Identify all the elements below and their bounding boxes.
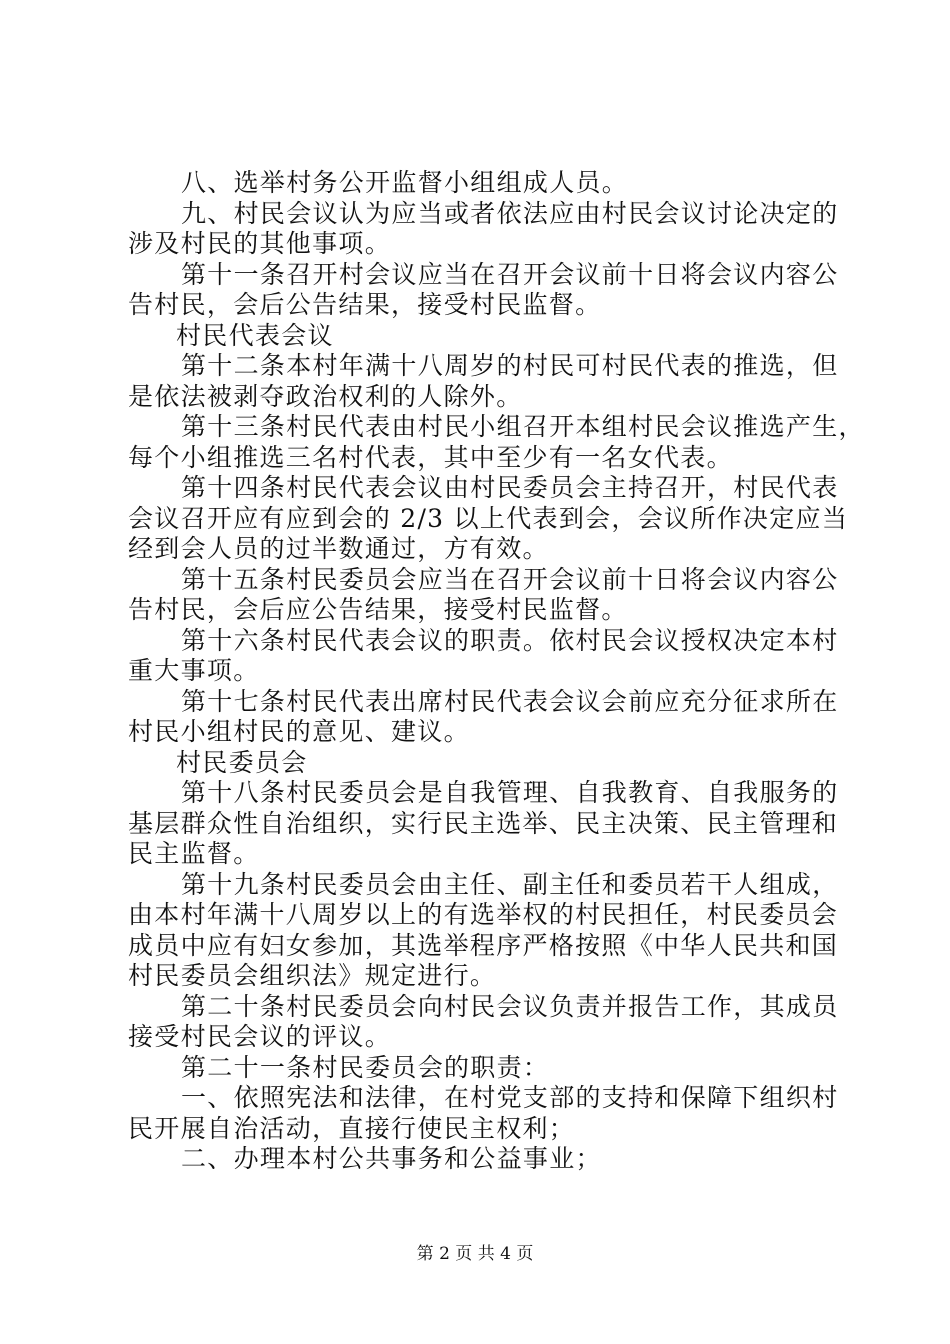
text-line: 重大事项。: [128, 656, 260, 685]
text-line: 第十九条村民委员会由主任、副主任和委员若干人组成，: [181, 869, 839, 899]
text-line: 告村民，会后应公告结果，接受村民监督。: [128, 595, 628, 624]
text-line: 九、村民会议认为应当或者依法应由村民会议讨论决定的: [181, 198, 839, 228]
text-line: 告村民，会后公告结果，接受村民监督。: [128, 290, 602, 319]
section-heading: 村民委员会: [176, 747, 308, 777]
text-line: 第十三条村民代表由村民小组召开本组村民会议推选产生，: [181, 412, 865, 441]
text-line: 第二十一条村民委员会的职责：: [181, 1052, 550, 1082]
text-line: 第十一条召开村会议应当在召开会议前十日将会议内容公: [181, 259, 839, 289]
text-line: 民主监督。: [128, 839, 260, 868]
text-line: 每个小组推选三名村代表，其中至少有一名女代表。: [128, 442, 733, 472]
text-line: 成员中应有妇女参加，其选举程序严格按照《中华人民共和国: [128, 930, 839, 960]
text-line: 经到会人员的过半数通过，方有效。: [128, 534, 549, 563]
text-line: 涉及村民的其他事项。: [128, 229, 392, 258]
text-line: 民开展自治活动，直接行使民主权利；: [128, 1113, 576, 1143]
text-line: 基层群众性自治组织，实行民主选举、民主决策、民主管理和: [128, 808, 839, 838]
text-line: 第十五条村民委员会应当在召开会议前十日将会议内容公: [181, 564, 839, 594]
text-line: 第十六条村民代表会议的职责。依村民会议授权决定本村: [181, 625, 839, 655]
text-line: 第十四条村民代表会议由村民委员会主持召开，村民代表: [181, 473, 839, 502]
text-line: 一、依照宪法和法律，在村党支部的支持和保障下组织村: [181, 1083, 839, 1112]
text-line: 村民委员会组织法》规定进行。: [128, 961, 497, 990]
text-line: 第十二条本村年满十八周岁的村民可村民代表的推选，但: [181, 351, 839, 380]
text-line: 二、办理本村公共事务和公益事业；: [181, 1144, 602, 1173]
document-body: [128, 168, 865, 1175]
text-line: 是依法被剥夺政治权利的人除外。: [128, 381, 523, 411]
text-line: 由本村年满十八周岁以上的有选举权的村民担任，村民委员会: [128, 900, 839, 929]
text-line: 八、选举村务公开监督小组组成人员。: [181, 168, 629, 197]
text-line: 第二十条村民委员会向村民会议负责并报告工作，其成员: [181, 991, 839, 1021]
section-heading: 村民代表会议: [176, 320, 334, 350]
text-line: 接受村民会议的评议。: [128, 1022, 392, 1051]
text-line: 第十七条村民代表出席村民代表会议会前应充分征求所在: [181, 686, 839, 716]
page-footer: 第 2 页 共 4 页: [416, 1244, 534, 1264]
text-line: 村民小组村民的意见、建议。: [128, 717, 470, 746]
text-line: 会议召开应有应到会的 2/3 以上代表到会，会议所作决定应当: [128, 503, 849, 533]
text-line: 第十八条村民委员会是自我管理、自我教育、自我服务的: [181, 778, 839, 807]
